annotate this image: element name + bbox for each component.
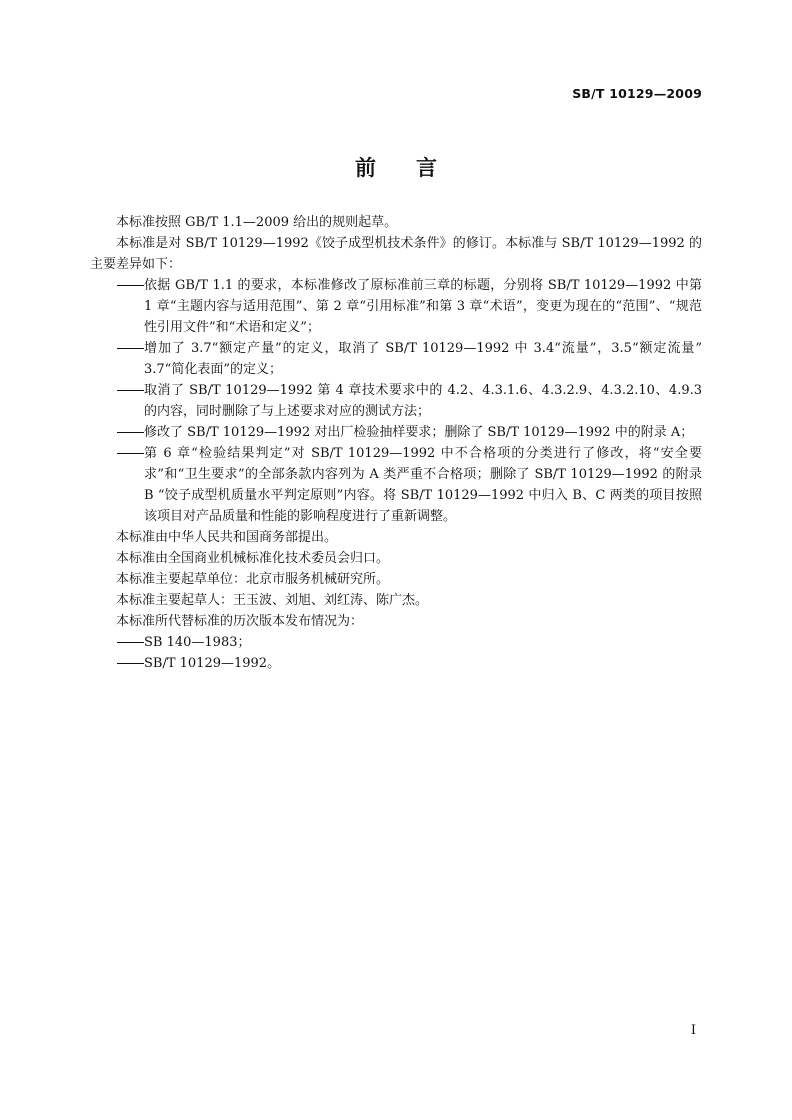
page-number: I [690, 1023, 696, 1038]
dash-mark [117, 348, 144, 349]
history-item-text: SB 140—1983； [144, 635, 251, 650]
change-item-text: 第 6 章“检验结果判定”对 SB/T 10129—1992 中不合格项的分类进行了修改，将“安全要求”和“卫生要求”的全部条款内容列为 A 类严重不合格项；删除了 SB/T 10129—1992 的附录 B “饺子成型机质量水平判定原则”内容。将 SB/T 10129—1992 中归入 B、C 两类的项目按照该项目对产品质量和性能的影响程度进行了重新调整。 [144, 446, 702, 524]
change-item [90, 338, 702, 380]
change-item-text: 依据 GB/T 1.1 的要求，本标准修改了原标准前三章的标题，分别将 SB/T 10129—1992 中第 1 章“主题内容与适用范围”、第 2 章“引用标准”和第 3 章“术语”，变更为现在的“范围”、“规范性引用文件”和“术语和定义”； [144, 278, 702, 335]
intro-paragraph: 本标准是对 SB/T 10129—1992《饺子成型机技术条件》的修订。本标准与 SB/T 10129—1992 的主要差异如下： [90, 236, 702, 272]
change-item-text: 增加了 3.7“额定产量”的定义，取消了 SB/T 10129—1992 中 3.4“流量”，3.5“额定流量” 3.7“简化表面”的定义； [144, 341, 702, 377]
page-title: 前言 [355, 156, 477, 180]
document-code: SB/T 10129—2009 [572, 86, 702, 101]
history-item [90, 632, 702, 653]
history-item-text: SB/T 10129—1992。 [144, 656, 281, 671]
info-paragraph: 本标准由中华人民共和国商务部提出。 [116, 530, 338, 545]
info-paragraph: 本标准主要起草单位：北京市服务机械研究所。 [116, 572, 390, 587]
dash-mark [117, 663, 144, 664]
dash-mark [117, 642, 144, 643]
info-paragraph: 本标准主要起草人：王玉波、刘旭、刘红涛、陈广杰。 [116, 593, 429, 608]
info-paragraph: 本标准由全国商业机械标准化技术委员会归口。 [116, 551, 390, 566]
history-item [90, 653, 702, 674]
change-item [90, 443, 702, 527]
change-item [90, 422, 702, 443]
change-item [90, 275, 702, 338]
foreword-body [90, 212, 702, 674]
dash-mark [117, 453, 144, 454]
change-item-text: 取消了 SB/T 10129—1992 第 4 章技术要求中的 4.2、4.3.1.6、4.3.2.9、4.3.2.10、4.9.3 的内容，同时删除了与上述要求对应的测试方法； [144, 383, 702, 419]
info-paragraph: 本标准所代替标准的历次版本发布情况为： [116, 614, 364, 629]
dash-mark [117, 390, 144, 391]
change-item [90, 380, 702, 422]
dash-mark [117, 285, 144, 286]
intro-paragraph: 本标准按照 GB/T 1.1—2009 给出的规则起草。 [116, 215, 398, 230]
dash-mark [117, 432, 144, 433]
change-item-text: 修改了 SB/T 10129—1992 对出厂检验抽样要求；删除了 SB/T 10129—1992 中的附录 A； [144, 425, 694, 440]
